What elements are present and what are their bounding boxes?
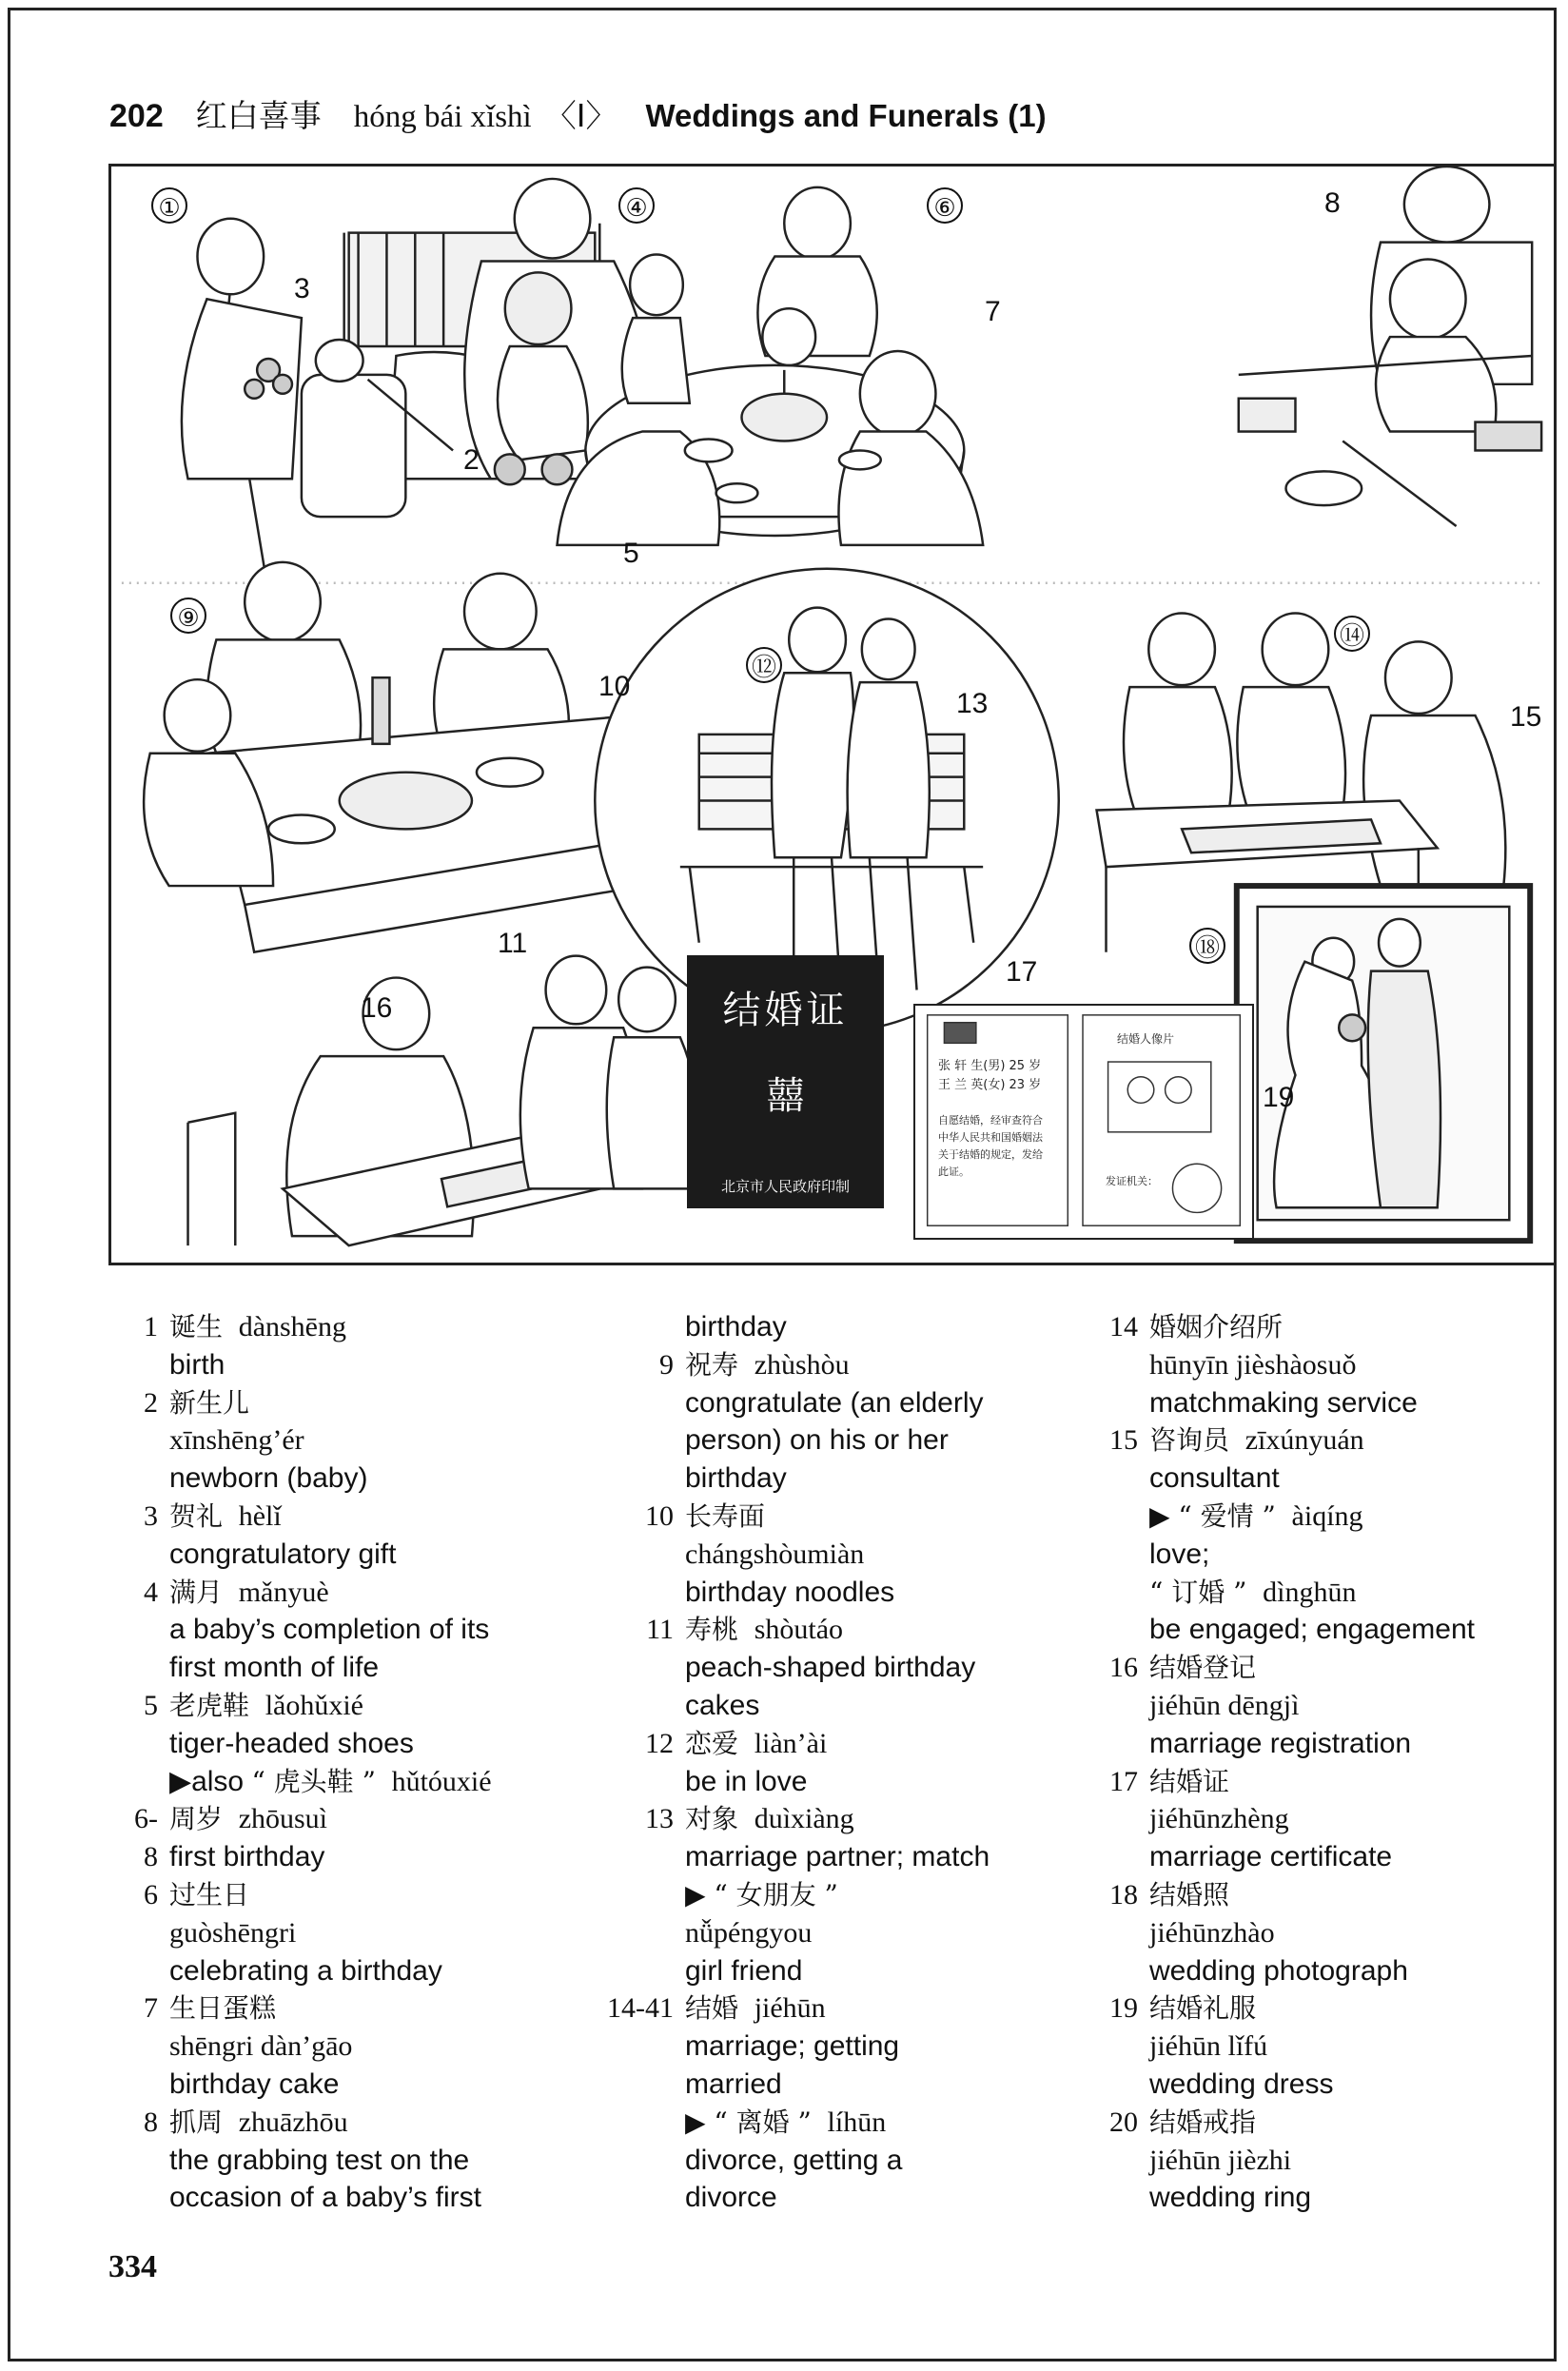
- entry-english: peach-shaped birthday: [685, 1652, 976, 1684]
- label-1: ①: [151, 187, 187, 224]
- entry-number: 4: [144, 1576, 158, 1608]
- entry-english: the grabbing test on the: [169, 2144, 470, 2176]
- glossary-entry: [1073, 1649, 1475, 1762]
- label-10: 10: [598, 671, 631, 702]
- entry-english: celebrating a birthday: [169, 1954, 442, 1987]
- entry-english: be engaged; engagement: [1149, 1614, 1475, 1646]
- entry-english: love;: [1149, 1538, 1210, 1570]
- entry-pinyin: zhùshòu: [754, 1348, 850, 1381]
- marriage-certificate-cover: [687, 955, 884, 1208]
- entry-pinyin: chángshòumiàn: [685, 1538, 865, 1570]
- entry-number: 13: [645, 1803, 674, 1835]
- entry-pinyin: àiqíng: [1291, 1499, 1363, 1532]
- entry-pinyin: shòutáo: [754, 1614, 844, 1646]
- entry-pinyin: jiéhūnzhèng: [1149, 1803, 1289, 1835]
- entry-english: cakes: [685, 1689, 760, 1721]
- entry-english: newborn (baby): [169, 1462, 368, 1495]
- entry-english: wedding ring: [1149, 2182, 1312, 2214]
- certificate-title: 结婚证: [722, 989, 849, 1032]
- certificate-issuer: 北京市人民政府印制: [720, 1178, 850, 1195]
- glossary-column-1: [124, 1308, 492, 2217]
- glossary-entry: [588, 1989, 990, 2217]
- entry-pinyin: hūnyīn jièshàosuǒ: [1149, 1348, 1357, 1381]
- entry-chinese: 祝寿: [685, 1348, 739, 1381]
- entry-english: divorce: [685, 2182, 777, 2214]
- entry-term-line: [685, 2104, 902, 2142]
- label-8: 8: [1324, 187, 1341, 219]
- entry-english: marriage; getting: [685, 2030, 900, 2063]
- glossary-entry: [1073, 1876, 1475, 1989]
- double-happiness-emblem: 囍: [766, 1074, 805, 1118]
- entry-number: 6: [144, 1878, 158, 1911]
- entry-number: 14-41: [607, 1992, 674, 2025]
- entry-english: congratulatory gift: [169, 1538, 397, 1570]
- scene-wedding-photo-drawing: [1237, 886, 1530, 1241]
- entry-chinese: 结婚登记: [1149, 1652, 1257, 1684]
- glossary-entry: [588, 1611, 990, 1724]
- glossary-entry: [588, 1308, 990, 1346]
- entry-number: 3: [144, 1499, 158, 1532]
- glossary-column-3: [1073, 1308, 1475, 2217]
- entry-chinese: ▶ “ 爱情 ”: [1149, 1499, 1276, 1532]
- entry-term-line: [169, 1763, 492, 1801]
- entry-term-line: [169, 1308, 346, 1346]
- entry-number: 2: [144, 1386, 158, 1419]
- entry-chinese: 结婚证: [1149, 1765, 1230, 1797]
- entry-number: 8: [144, 2106, 158, 2138]
- entry-term-line: [1149, 1421, 1475, 1460]
- certificate-names-1: 张 轩 生(男) 25 岁: [938, 1059, 1042, 1073]
- glossary-entry: [1073, 1763, 1475, 1876]
- entry-chinese: 贺礼: [169, 1499, 224, 1532]
- label-12: ⑫: [746, 647, 782, 683]
- label-13: 13: [956, 688, 989, 719]
- title-chinese: 红白喜事: [195, 97, 322, 134]
- entry-term-line: [685, 1989, 902, 2028]
- entry-chinese: ▶ “ 女朋友 ”: [685, 1878, 838, 1911]
- glossary-entry: [588, 1800, 990, 1989]
- glossary-entry: [124, 1308, 492, 1384]
- glossary-entry: [124, 1876, 492, 1989]
- entry-english: consultant: [1149, 1462, 1280, 1495]
- glossary-entry: [124, 1574, 492, 1687]
- entry-chinese: 生日蛋糕: [169, 1992, 277, 2025]
- entry-chinese: 长寿面: [685, 1499, 766, 1532]
- entry-pinyin: zhōusuì: [238, 1803, 328, 1835]
- entry-term-line: [685, 1800, 990, 1838]
- glossary-entry: [124, 1498, 492, 1574]
- glossary-entry: [1073, 2104, 1475, 2217]
- entry-chinese: 婚姻介绍所: [1149, 1311, 1284, 1342]
- certificate-text-1: 自愿结婚，经审查符合: [938, 1114, 1043, 1127]
- entry-pinyin: jiéhūn lǐfú: [1149, 2030, 1268, 2063]
- entry-english: a baby’s completion of its: [169, 1614, 490, 1646]
- entry-chinese: 周岁: [169, 1803, 224, 1835]
- entry-chinese: “ 虎头鞋 ”: [251, 1765, 376, 1797]
- entry-pinyin: hèlǐ: [238, 1499, 282, 1532]
- entry-english: marriage certificate: [1149, 1841, 1393, 1873]
- label-17: 17: [1006, 956, 1038, 988]
- entry-chinese: 过生日: [169, 1878, 250, 1911]
- label-2: 2: [463, 444, 480, 476]
- title-pinyin: hóng bái xǐshì: [353, 100, 532, 134]
- title-english: Weddings and Funerals (1): [645, 98, 1047, 133]
- label-11: 11: [498, 928, 528, 959]
- page-number: 334: [108, 2249, 157, 2284]
- entry-term-line: [1149, 1574, 1475, 1612]
- entry-term-line: [169, 1574, 489, 1612]
- entry-number: 20: [1109, 2106, 1138, 2138]
- entry-chinese: 新生儿: [169, 1386, 250, 1419]
- scene-birthday-drawing: [558, 187, 984, 545]
- marriage-certificate-inner: [913, 1004, 1254, 1240]
- entry-chinese: 咨询员: [1149, 1424, 1230, 1457]
- label-7: 7: [985, 296, 1001, 327]
- entry-pinyin: jiéhūn dēngjì: [1149, 1689, 1300, 1721]
- label-9: ⑨: [170, 598, 206, 634]
- entry-term-line: [685, 1725, 827, 1763]
- entry-term-line: [169, 1498, 396, 1536]
- entry-pinyin: zīxúnyuán: [1245, 1424, 1364, 1457]
- certificate-issuing-label: 发证机关：: [1106, 1175, 1158, 1187]
- entry-chinese: 满月: [169, 1576, 224, 1608]
- entry-chinese: 寿桃: [685, 1614, 739, 1646]
- glossary-entry: [124, 2104, 492, 2217]
- glossary-entry: [124, 1384, 492, 1498]
- entry-number: 7: [144, 1992, 158, 2025]
- entry-pinyin: zhuāzhōu: [238, 2106, 348, 2138]
- entry-english: divorce, getting a: [685, 2144, 903, 2176]
- label-6: ⑥: [927, 187, 963, 224]
- entry-english: wedding photograph: [1149, 1954, 1408, 1987]
- entry-pinyin: xīnshēng’ér: [169, 1424, 304, 1457]
- entry-english: matchmaking service: [1149, 1386, 1418, 1419]
- entry-english: married: [685, 2067, 782, 2100]
- see-also-marker: ▶also: [169, 1765, 252, 1797]
- entry-term-line: [169, 1687, 492, 1725]
- glossary-entry: [1073, 1421, 1475, 1649]
- entry-chinese: 结婚: [685, 1992, 739, 2025]
- scene-registration-drawing: [188, 956, 702, 1245]
- entry-chinese: 结婚礼服: [1149, 1992, 1257, 2025]
- lesson-number: 202: [109, 98, 164, 134]
- title-volume: 〈Ⅰ〉: [544, 100, 617, 134]
- entry-chinese: “ 订婚 ”: [1149, 1576, 1247, 1608]
- entry-english: marriage registration: [1149, 1727, 1412, 1759]
- entry-pinyin: hǔtóuxié: [391, 1765, 492, 1797]
- entry-chinese: 老虎鞋: [169, 1689, 250, 1721]
- entry-number: 5: [144, 1689, 158, 1721]
- entry-number: 15: [1109, 1424, 1138, 1457]
- entry-english: birthday: [685, 1311, 787, 1342]
- entry-number: 12: [645, 1727, 674, 1759]
- label-15: 15: [1510, 701, 1542, 733]
- entry-english: birthday cake: [169, 2067, 340, 2100]
- entry-english: birthday noodles: [685, 1576, 895, 1608]
- certificate-names-2: 王 兰 英(女) 23 岁: [938, 1078, 1042, 1092]
- entry-english: tiger-headed shoes: [169, 1727, 414, 1759]
- entry-number: 9: [659, 1348, 674, 1381]
- entry-pinyin: lǎohǔxié: [265, 1689, 363, 1721]
- entry-chinese: 恋爱: [685, 1727, 739, 1759]
- entry-number: 18: [1109, 1878, 1138, 1911]
- certificate-photo-caption: 结婚人像片: [1117, 1032, 1175, 1046]
- entry-english: birth: [169, 1348, 225, 1381]
- entry-term-line: [685, 1346, 984, 1384]
- glossary: [124, 1308, 1532, 2222]
- glossary-entry: [588, 1346, 990, 1498]
- page-header: [109, 91, 1047, 145]
- certificate-text-3: 关于结婚的规定，发给: [938, 1148, 1043, 1161]
- certificate-text-2: 中华人民共和国婚姻法: [938, 1131, 1043, 1144]
- glossary-entry: [588, 1725, 990, 1801]
- entry-pinyin: jiéhūn: [754, 1992, 826, 2025]
- entry-term-line: [685, 1611, 975, 1649]
- entry-number: 14: [1109, 1311, 1138, 1342]
- glossary-column-2: [588, 1308, 990, 2217]
- entry-english: congratulate (an elderly: [685, 1386, 984, 1419]
- entry-pinyin: dànshēng: [238, 1311, 346, 1342]
- entry-english: person) on his or her: [685, 1424, 949, 1457]
- glossary-entry: [1073, 1989, 1475, 2103]
- entry-chinese: ▶ “ 离婚 ”: [685, 2106, 812, 2138]
- entry-pinyin: jiéhūn jièzhi: [1149, 2144, 1292, 2176]
- entry-pinyin: mǎnyuè: [238, 1576, 329, 1608]
- entry-number: 17: [1109, 1765, 1138, 1797]
- entry-chinese: 抓周: [169, 2106, 224, 2138]
- label-19: 19: [1263, 1082, 1295, 1113]
- entry-pinyin: nǚpéngyou: [685, 1916, 813, 1949]
- entry-english: first birthday: [169, 1841, 325, 1873]
- entry-english: girl friend: [685, 1954, 803, 1987]
- entry-number: 1: [144, 1311, 158, 1342]
- certificate-text-4: 此证。: [938, 1166, 970, 1178]
- label-14: ⑭: [1334, 616, 1370, 652]
- entry-number: 11: [646, 1614, 674, 1646]
- entry-number: [588, 1308, 685, 1346]
- entry-pinyin: shēngri dàn’gāo: [169, 2030, 353, 2063]
- entry-pinyin: dìnghūn: [1263, 1576, 1357, 1608]
- label-16: 16: [361, 992, 393, 1024]
- glossary-entry: [124, 1687, 492, 1800]
- entry-term-line: [1149, 1498, 1475, 1536]
- glossary-entry: [588, 1498, 990, 1611]
- entry-pinyin: guòshēngri: [169, 1916, 297, 1949]
- glossary-entry: [124, 1800, 492, 1876]
- entry-number: 16: [1109, 1652, 1138, 1684]
- entry-english: first month of life: [169, 1652, 380, 1684]
- entry-chinese: 诞生: [169, 1311, 224, 1342]
- entry-number: 19: [1109, 1992, 1138, 2025]
- label-3: 3: [294, 273, 310, 304]
- entry-pinyin: jiéhūnzhào: [1149, 1916, 1275, 1949]
- entry-number: 10: [645, 1499, 674, 1532]
- entry-english: occasion of a baby’s first: [169, 2182, 481, 2214]
- entry-chinese: 结婚戒指: [1149, 2106, 1257, 2138]
- entry-number: 6-8: [134, 1803, 158, 1873]
- entry-pinyin: liàn’ài: [754, 1727, 828, 1759]
- entry-term-line: [169, 2104, 481, 2142]
- label-18: ⑱: [1189, 928, 1225, 964]
- scene-grabbing-test-drawing: [1239, 167, 1541, 526]
- entry-chinese: 结婚照: [1149, 1878, 1230, 1911]
- label-4: ④: [618, 187, 655, 224]
- entry-term-line: [169, 1800, 327, 1838]
- illustration-panel: [108, 164, 1557, 1265]
- entry-english: wedding dress: [1149, 2067, 1334, 2100]
- label-5: 5: [623, 538, 639, 569]
- glossary-entry: [1073, 1308, 1475, 1421]
- entry-pinyin: líhūn: [827, 2106, 887, 2138]
- entry-pinyin: duìxiàng: [754, 1803, 854, 1835]
- entry-chinese: 对象: [685, 1803, 739, 1835]
- entry-english: marriage partner; match: [685, 1841, 990, 1873]
- entry-english: be in love: [685, 1765, 808, 1797]
- glossary-entry: [124, 1989, 492, 2103]
- entry-english: birthday: [685, 1462, 787, 1495]
